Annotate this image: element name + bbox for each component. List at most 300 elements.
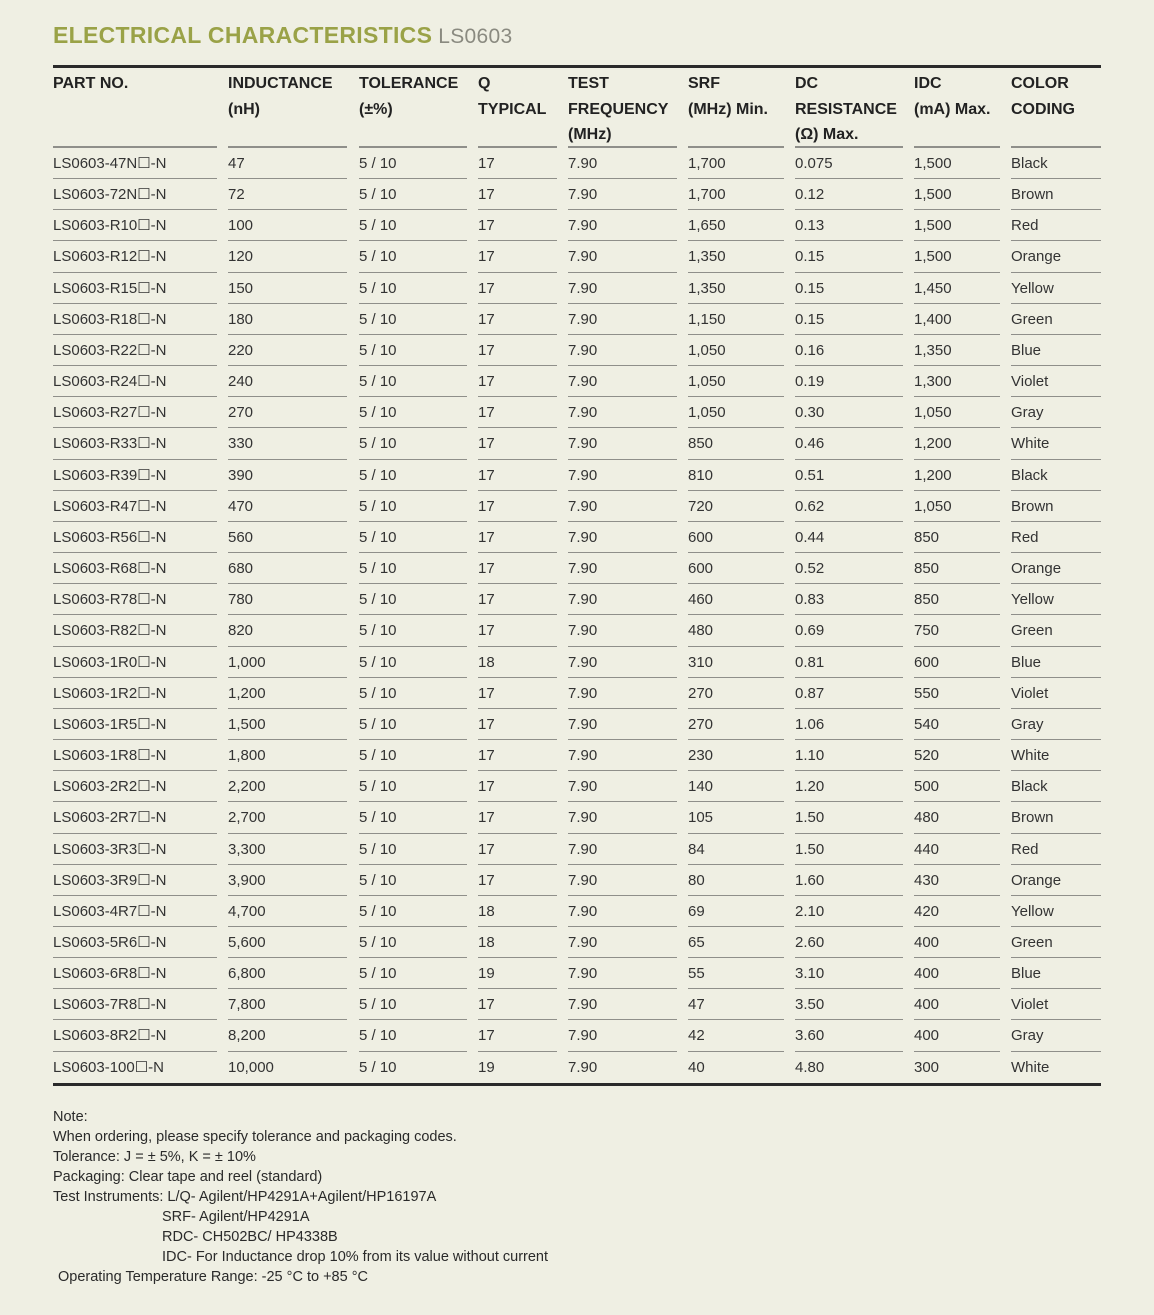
cell-inductance: 120	[228, 241, 347, 272]
cell-dc-resistance: 3.10	[795, 958, 903, 989]
cell-part-no: LS0603-8R2☐-N	[53, 1020, 217, 1051]
column-header-srf	[688, 71, 768, 122]
column-header-q-typical	[478, 71, 546, 122]
table-row	[0, 647, 1154, 678]
column-header-line: (Ω) Max.	[795, 126, 859, 143]
column-header-line: Q	[478, 75, 491, 92]
column-header-line: TOLERANCE	[359, 75, 459, 92]
cell-test-frequency: 7.90	[568, 428, 677, 459]
cell-test-frequency: 7.90	[568, 397, 677, 428]
cell-srf: 105	[688, 802, 784, 833]
cell-test-frequency: 7.90	[568, 647, 677, 678]
cell-srf: 1,650	[688, 210, 784, 241]
cell-idc: 400	[914, 927, 1000, 958]
cell-srf: 1,050	[688, 335, 784, 366]
column-header-line: FREQUENCY	[568, 100, 669, 118]
column-header-line: RESISTANCE	[795, 100, 897, 118]
column-header-line: TEST	[568, 75, 609, 92]
table-row	[0, 678, 1154, 709]
table-row	[0, 989, 1154, 1020]
cell-inductance: 8,200	[228, 1020, 347, 1051]
cell-idc: 500	[914, 771, 1000, 802]
cell-dc-resistance: 0.52	[795, 553, 903, 584]
cell-dc-resistance: 0.15	[795, 304, 903, 335]
table-bottom-rule	[53, 1083, 1101, 1086]
cell-q-typical: 18	[478, 647, 557, 678]
cell-tolerance: 5 / 10	[359, 210, 467, 241]
note-srf: SRF- Agilent/HP4291A	[162, 1209, 310, 1225]
cell-srf: 230	[688, 740, 784, 771]
cell-test-frequency: 7.90	[568, 802, 677, 833]
cell-part-no: LS0603-5R6☐-N	[53, 927, 217, 958]
cell-test-frequency: 7.90	[568, 896, 677, 927]
cell-tolerance: 5 / 10	[359, 865, 467, 896]
cell-color-coding: Red	[1011, 210, 1101, 241]
cell-q-typical: 17	[478, 989, 557, 1020]
notes-block	[53, 1107, 548, 1287]
cell-inductance: 390	[228, 460, 347, 491]
cell-tolerance: 5 / 10	[359, 553, 467, 584]
table-row	[0, 927, 1154, 958]
cell-inductance: 1,000	[228, 647, 347, 678]
cell-tolerance: 5 / 10	[359, 647, 467, 678]
cell-inductance: 680	[228, 553, 347, 584]
cell-idc: 430	[914, 865, 1000, 896]
cell-part-no: LS0603-R56☐-N	[53, 522, 217, 553]
cell-dc-resistance: 1.06	[795, 709, 903, 740]
cell-part-no: LS0603-R24☐-N	[53, 366, 217, 397]
cell-tolerance: 5 / 10	[359, 522, 467, 553]
cell-srf: 850	[688, 428, 784, 459]
cell-test-frequency: 7.90	[568, 958, 677, 989]
cell-part-no: LS0603-1R8☐-N	[53, 740, 217, 771]
cell-q-typical: 17	[478, 397, 557, 428]
cell-tolerance: 5 / 10	[359, 273, 467, 304]
cell-dc-resistance: 0.81	[795, 647, 903, 678]
cell-part-no: LS0603-R15☐-N	[53, 273, 217, 304]
cell-color-coding: Green	[1011, 927, 1101, 958]
cell-tolerance: 5 / 10	[359, 241, 467, 272]
cell-part-no: LS0603-R82☐-N	[53, 615, 217, 646]
table-row	[0, 522, 1154, 553]
note-ordering: When ordering, please specify tolerance and packaging codes.	[53, 1129, 457, 1145]
cell-tolerance: 5 / 10	[359, 491, 467, 522]
cell-dc-resistance: 1.60	[795, 865, 903, 896]
cell-idc: 1,450	[914, 273, 1000, 304]
cell-q-typical: 17	[478, 522, 557, 553]
cell-srf: 1,050	[688, 366, 784, 397]
cell-srf: 47	[688, 989, 784, 1020]
cell-tolerance: 5 / 10	[359, 460, 467, 491]
note-packaging: Packaging: Clear tape and reel (standard)	[53, 1169, 323, 1185]
cell-color-coding: Red	[1011, 834, 1101, 865]
cell-q-typical: 19	[478, 958, 557, 989]
table-top-rule	[53, 65, 1101, 68]
cell-test-frequency: 7.90	[568, 304, 677, 335]
table-row	[0, 615, 1154, 646]
column-header-line: COLOR	[1011, 75, 1069, 92]
cell-srf: 140	[688, 771, 784, 802]
note-temperature: Operating Temperature Range: -25 °C to +85 °C	[58, 1269, 368, 1285]
cell-test-frequency: 7.90	[568, 210, 677, 241]
cell-srf: 69	[688, 896, 784, 927]
cell-q-typical: 17	[478, 241, 557, 272]
cell-srf: 42	[688, 1020, 784, 1051]
cell-inductance: 180	[228, 304, 347, 335]
cell-tolerance: 5 / 10	[359, 584, 467, 615]
cell-color-coding: Green	[1011, 304, 1101, 335]
cell-part-no: LS0603-1R0☐-N	[53, 647, 217, 678]
cell-q-typical: 17	[478, 335, 557, 366]
table-row	[0, 460, 1154, 491]
cell-inductance: 72	[228, 179, 347, 210]
cell-color-coding: Blue	[1011, 958, 1101, 989]
cell-tolerance: 5 / 10	[359, 304, 467, 335]
column-header-line: IDC	[914, 75, 942, 92]
cell-test-frequency: 7.90	[568, 179, 677, 210]
cell-inductance: 3,300	[228, 834, 347, 865]
cell-idc: 520	[914, 740, 1000, 771]
cell-color-coding: Black	[1011, 148, 1101, 179]
cell-part-no: LS0603-R33☐-N	[53, 428, 217, 459]
cell-dc-resistance: 0.83	[795, 584, 903, 615]
cell-tolerance: 5 / 10	[359, 428, 467, 459]
cell-color-coding: Yellow	[1011, 584, 1101, 615]
cell-color-coding: Brown	[1011, 802, 1101, 833]
cell-inductance: 780	[228, 584, 347, 615]
cell-test-frequency: 7.90	[568, 1058, 598, 1076]
cell-tolerance: 5 / 10	[359, 615, 467, 646]
cell-dc-resistance: 3.50	[795, 989, 903, 1020]
cell-inductance: 330	[228, 428, 347, 459]
cell-idc: 750	[914, 615, 1000, 646]
table-row	[0, 241, 1154, 272]
cell-dc-resistance: 0.15	[795, 273, 903, 304]
cell-color-coding: Brown	[1011, 491, 1101, 522]
column-header-line: (±%)	[359, 100, 393, 118]
cell-q-typical: 17	[478, 553, 557, 584]
cell-dc-resistance: 0.30	[795, 397, 903, 428]
note-heading: Note:	[53, 1109, 88, 1125]
cell-inductance: 240	[228, 366, 347, 397]
cell-dc-resistance: 0.87	[795, 678, 903, 709]
cell-test-frequency: 7.90	[568, 241, 677, 272]
cell-idc: 480	[914, 802, 1000, 833]
cell-color-coding: Gray	[1011, 1020, 1101, 1051]
column-header-test-frequency	[568, 71, 668, 148]
cell-tolerance: 5 / 10	[359, 148, 467, 179]
cell-part-no: LS0603-2R2☐-N	[53, 771, 217, 802]
cell-part-no: LS0603-R68☐-N	[53, 553, 217, 584]
cell-dc-resistance: 0.51	[795, 460, 903, 491]
cell-dc-resistance: 1.10	[795, 740, 903, 771]
cell-dc-resistance: 0.13	[795, 210, 903, 241]
cell-tolerance: 5 / 10	[359, 834, 467, 865]
cell-inductance: 10,000	[228, 1058, 274, 1076]
cell-idc: 1,500	[914, 179, 1000, 210]
cell-test-frequency: 7.90	[568, 584, 677, 615]
note-instruments: Test Instruments: L/Q- Agilent/HP4291A+Agilent/HP16197A	[53, 1189, 437, 1205]
cell-q-typical: 17	[478, 771, 557, 802]
cell-dc-resistance: 2.60	[795, 927, 903, 958]
cell-tolerance: 5 / 10	[359, 1058, 397, 1076]
table-row	[0, 834, 1154, 865]
cell-inductance: 2,200	[228, 771, 347, 802]
cell-idc: 1,400	[914, 304, 1000, 335]
column-header-line: DC	[795, 75, 819, 92]
cell-dc-resistance: 3.60	[795, 1020, 903, 1051]
cell-idc: 1,200	[914, 428, 1000, 459]
cell-q-typical: 18	[478, 896, 557, 927]
column-header-dc-resistance	[795, 71, 897, 148]
cell-tolerance: 5 / 10	[359, 740, 467, 771]
cell-srf: 40	[688, 1058, 705, 1076]
table-row	[0, 428, 1154, 459]
table-row	[0, 397, 1154, 428]
cell-idc: 600	[914, 647, 1000, 678]
table-row	[0, 148, 1154, 179]
cell-srf: 1,700	[688, 179, 784, 210]
cell-color-coding: Green	[1011, 615, 1101, 646]
column-header-tolerance	[359, 71, 458, 122]
cell-q-typical: 19	[478, 1058, 495, 1076]
title-model: LS0603	[438, 25, 513, 48]
cell-test-frequency: 7.90	[568, 865, 677, 896]
cell-part-no: LS0603-R18☐-N	[53, 304, 217, 335]
cell-test-frequency: 7.90	[568, 989, 677, 1020]
table-row	[0, 553, 1154, 584]
note-tolerance: Tolerance: J = ± 5%, K = ± 10%	[53, 1149, 256, 1165]
cell-inductance: 470	[228, 491, 347, 522]
cell-color-coding: Red	[1011, 522, 1101, 553]
cell-tolerance: 5 / 10	[359, 958, 467, 989]
cell-part-no: LS0603-2R7☐-N	[53, 802, 217, 833]
cell-part-no: LS0603-72N☐-N	[53, 179, 217, 210]
cell-srf: 1,050	[688, 397, 784, 428]
cell-q-typical: 17	[478, 802, 557, 833]
cell-srf: 1,700	[688, 148, 784, 179]
cell-color-coding: Orange	[1011, 553, 1101, 584]
cell-tolerance: 5 / 10	[359, 397, 467, 428]
cell-inductance: 100	[228, 210, 347, 241]
cell-srf: 1,350	[688, 273, 784, 304]
cell-part-no: LS0603-100☐-N	[53, 1058, 165, 1076]
cell-test-frequency: 7.90	[568, 771, 677, 802]
table-row	[0, 1020, 1154, 1051]
cell-srf: 65	[688, 927, 784, 958]
cell-color-coding: Blue	[1011, 335, 1101, 366]
column-header-line: (MHz)	[568, 126, 612, 143]
cell-inductance: 1,500	[228, 709, 347, 740]
cell-test-frequency: 7.90	[568, 273, 677, 304]
column-header-part-no	[53, 71, 128, 97]
cell-q-typical: 17	[478, 491, 557, 522]
cell-idc: 1,050	[914, 491, 1000, 522]
cell-idc: 440	[914, 834, 1000, 865]
cell-q-typical: 17	[478, 740, 557, 771]
cell-part-no: LS0603-R22☐-N	[53, 335, 217, 366]
cell-q-typical: 17	[478, 366, 557, 397]
cell-tolerance: 5 / 10	[359, 366, 467, 397]
table-row	[0, 865, 1154, 896]
cell-inductance: 220	[228, 335, 347, 366]
cell-dc-resistance: 0.69	[795, 615, 903, 646]
column-header-line: (mA) Max.	[914, 100, 991, 118]
column-header-color-coding	[1011, 71, 1075, 122]
cell-part-no: LS0603-4R7☐-N	[53, 896, 217, 927]
table-row	[0, 273, 1154, 304]
cell-color-coding: Violet	[1011, 989, 1101, 1020]
cell-q-typical: 17	[478, 304, 557, 335]
cell-idc: 1,500	[914, 210, 1000, 241]
cell-q-typical: 17	[478, 615, 557, 646]
cell-color-coding: Yellow	[1011, 896, 1101, 927]
note-rdc: RDC- CH502BC/ HP4338B	[162, 1229, 338, 1245]
cell-color-coding: Gray	[1011, 397, 1101, 428]
cell-idc: 400	[914, 1020, 1000, 1051]
cell-part-no: LS0603-R12☐-N	[53, 241, 217, 272]
cell-inductance: 4,700	[228, 896, 347, 927]
cell-test-frequency: 7.90	[568, 834, 677, 865]
cell-part-no: LS0603-3R3☐-N	[53, 834, 217, 865]
table-row	[0, 958, 1154, 989]
cell-tolerance: 5 / 10	[359, 802, 467, 833]
cell-color-coding: Black	[1011, 771, 1101, 802]
cell-inductance: 560	[228, 522, 347, 553]
column-header-idc	[914, 71, 990, 122]
cell-tolerance: 5 / 10	[359, 678, 467, 709]
table-row	[0, 179, 1154, 210]
column-header-line: TYPICAL	[478, 100, 547, 118]
table-row	[0, 491, 1154, 522]
cell-dc-resistance: 0.16	[795, 335, 903, 366]
cell-dc-resistance: 1.50	[795, 834, 903, 865]
cell-idc: 420	[914, 896, 1000, 927]
cell-test-frequency: 7.90	[568, 927, 677, 958]
cell-color-coding: White	[1011, 1058, 1050, 1076]
column-header-line: INDUCTANCE	[228, 75, 333, 92]
table-row	[0, 802, 1154, 833]
cell-color-coding: Yellow	[1011, 273, 1101, 304]
cell-inductance: 1,800	[228, 740, 347, 771]
cell-dc-resistance: 4.80	[795, 1058, 825, 1076]
cell-dc-resistance: 0.44	[795, 522, 903, 553]
cell-inductance: 150	[228, 273, 347, 304]
cell-srf: 310	[688, 647, 784, 678]
cell-test-frequency: 7.90	[568, 1020, 677, 1051]
cell-part-no: LS0603-1R2☐-N	[53, 678, 217, 709]
cell-q-typical: 17	[478, 210, 557, 241]
cell-inductance: 5,600	[228, 927, 347, 958]
cell-q-typical: 17	[478, 148, 557, 179]
cell-part-no: LS0603-R39☐-N	[53, 460, 217, 491]
cell-q-typical: 17	[478, 678, 557, 709]
cell-test-frequency: 7.90	[568, 678, 677, 709]
cell-test-frequency: 7.90	[568, 522, 677, 553]
cell-idc: 1,500	[914, 148, 1000, 179]
cell-idc: 1,050	[914, 397, 1000, 428]
cell-srf: 480	[688, 615, 784, 646]
cell-tolerance: 5 / 10	[359, 989, 467, 1020]
cell-q-typical: 17	[478, 584, 557, 615]
cell-q-typical: 18	[478, 927, 557, 958]
cell-idc: 540	[914, 709, 1000, 740]
cell-dc-resistance: 0.62	[795, 491, 903, 522]
cell-srf: 1,150	[688, 304, 784, 335]
table-row	[0, 366, 1154, 397]
cell-idc: 1,200	[914, 460, 1000, 491]
table-row	[0, 584, 1154, 615]
cell-part-no: LS0603-7R8☐-N	[53, 989, 217, 1020]
cell-test-frequency: 7.90	[568, 615, 677, 646]
cell-q-typical: 17	[478, 179, 557, 210]
cell-tolerance: 5 / 10	[359, 771, 467, 802]
cell-srf: 80	[688, 865, 784, 896]
cell-inductance: 7,800	[228, 989, 347, 1020]
cell-dc-resistance: 0.075	[795, 148, 903, 179]
cell-srf: 720	[688, 491, 784, 522]
cell-tolerance: 5 / 10	[359, 927, 467, 958]
cell-idc: 400	[914, 958, 1000, 989]
cell-color-coding: Black	[1011, 460, 1101, 491]
cell-test-frequency: 7.90	[568, 740, 677, 771]
cell-tolerance: 5 / 10	[359, 1020, 467, 1051]
column-header-line: PART NO.	[53, 75, 129, 92]
cell-idc: 850	[914, 522, 1000, 553]
cell-idc: 1,350	[914, 335, 1000, 366]
cell-idc: 550	[914, 678, 1000, 709]
cell-srf: 84	[688, 834, 784, 865]
cell-color-coding: White	[1011, 740, 1101, 771]
cell-idc: 850	[914, 553, 1000, 584]
cell-color-coding: Orange	[1011, 241, 1101, 272]
cell-srf: 55	[688, 958, 784, 989]
cell-color-coding: Violet	[1011, 678, 1101, 709]
cell-idc: 1,300	[914, 366, 1000, 397]
cell-dc-resistance: 0.19	[795, 366, 903, 397]
column-header-inductance	[228, 71, 333, 122]
cell-part-no: LS0603-R47☐-N	[53, 491, 217, 522]
cell-test-frequency: 7.90	[568, 335, 677, 366]
cell-test-frequency: 7.90	[568, 148, 677, 179]
cell-srf: 810	[688, 460, 784, 491]
cell-srf: 600	[688, 553, 784, 584]
cell-inductance: 6,800	[228, 958, 347, 989]
cell-dc-resistance: 0.46	[795, 428, 903, 459]
cell-idc: 1,500	[914, 241, 1000, 272]
table-row	[0, 896, 1154, 927]
cell-part-no: LS0603-1R5☐-N	[53, 709, 217, 740]
cell-idc: 300	[914, 1058, 940, 1076]
page-title	[53, 22, 512, 49]
cell-q-typical: 17	[478, 865, 557, 896]
cell-dc-resistance: 0.15	[795, 241, 903, 272]
cell-q-typical: 17	[478, 273, 557, 304]
cell-q-typical: 17	[478, 428, 557, 459]
cell-part-no: LS0603-R27☐-N	[53, 397, 217, 428]
cell-srf: 1,350	[688, 241, 784, 272]
cell-dc-resistance: 1.20	[795, 771, 903, 802]
cell-test-frequency: 7.90	[568, 553, 677, 584]
table-row	[0, 740, 1154, 771]
cell-tolerance: 5 / 10	[359, 335, 467, 366]
cell-tolerance: 5 / 10	[359, 179, 467, 210]
cell-srf: 270	[688, 678, 784, 709]
cell-q-typical: 17	[478, 709, 557, 740]
table-row	[0, 771, 1154, 802]
cell-inductance: 270	[228, 397, 347, 428]
cell-inductance: 820	[228, 615, 347, 646]
